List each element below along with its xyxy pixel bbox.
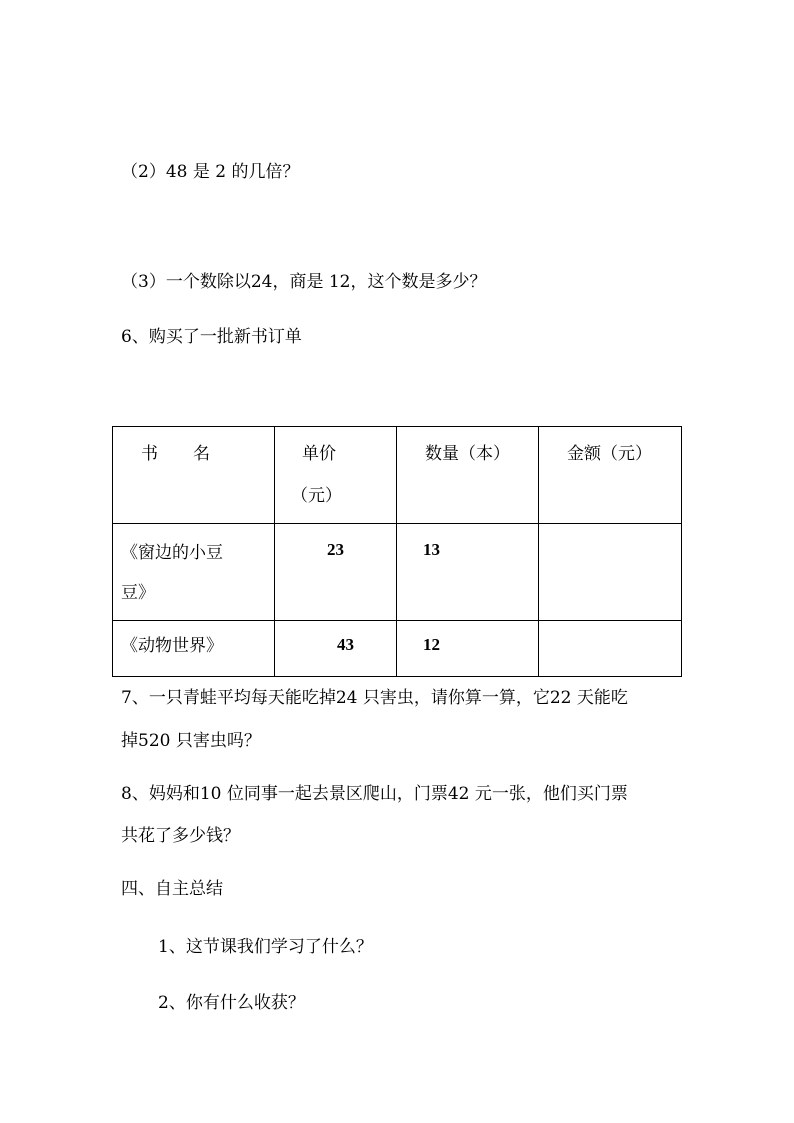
table-header-row <box>113 427 682 524</box>
book-name-cell <box>113 524 275 621</box>
header-amount-label: 金额（元） <box>567 444 652 464</box>
book-name: 《动物世界》 <box>121 636 223 656</box>
summary-item-1: 1、这节课我们学习了什么？ <box>158 937 373 957</box>
book-name-line1: 《窗边的小豆 <box>121 543 223 563</box>
header-unit-price-line2: （元） <box>291 486 342 506</box>
book-name-cell <box>113 621 275 677</box>
header-book-name <box>113 427 275 524</box>
summary-item-2: 2、你有什么收获？ <box>158 993 305 1013</box>
book-order-table <box>112 426 682 677</box>
unit-price-value: 43 <box>337 635 354 654</box>
question-3: （3）一个数除以24，商是 12，这个数是多少？ <box>121 272 487 292</box>
question-6-title: 6、购买了一批新书订单 <box>121 327 302 347</box>
header-unit-price <box>275 427 397 524</box>
header-quantity-label: 数量（本） <box>425 444 510 464</box>
table-row <box>113 621 682 677</box>
quantity-cell <box>397 621 539 677</box>
unit-price-value: 23 <box>327 540 344 559</box>
header-unit-price-line1: 单价 <box>302 444 336 464</box>
quantity-value: 12 <box>423 635 440 654</box>
header-book-char-2: 名 <box>193 444 210 464</box>
table-row <box>113 524 682 621</box>
summary-heading: 四、自主总结 <box>121 879 223 899</box>
question-7-line1: 7、一只青蛙平均每天能吃掉24 只害虫，请你算一算，它22 天能吃 <box>121 688 628 708</box>
amount-cell[interactable] <box>539 621 682 677</box>
question-2: （2）48 是 2 的几倍？ <box>121 162 300 182</box>
unit-price-cell <box>275 524 397 621</box>
quantity-cell <box>397 524 539 621</box>
header-amount <box>539 427 682 524</box>
question-8-line2: 共花了多少钱？ <box>121 826 240 846</box>
header-quantity <box>397 427 539 524</box>
book-name-line2: 豆》 <box>121 583 155 603</box>
question-8-line1: 8、妈妈和10 位同事一起去景区爬山，门票42 元一张，他们买门票 <box>121 784 628 804</box>
quantity-value: 13 <box>423 540 440 559</box>
unit-price-cell <box>275 621 397 677</box>
header-book-char-1: 书 <box>141 444 158 464</box>
amount-cell[interactable] <box>539 524 682 621</box>
question-7-line2: 掉520 只害虫吗？ <box>121 731 261 751</box>
